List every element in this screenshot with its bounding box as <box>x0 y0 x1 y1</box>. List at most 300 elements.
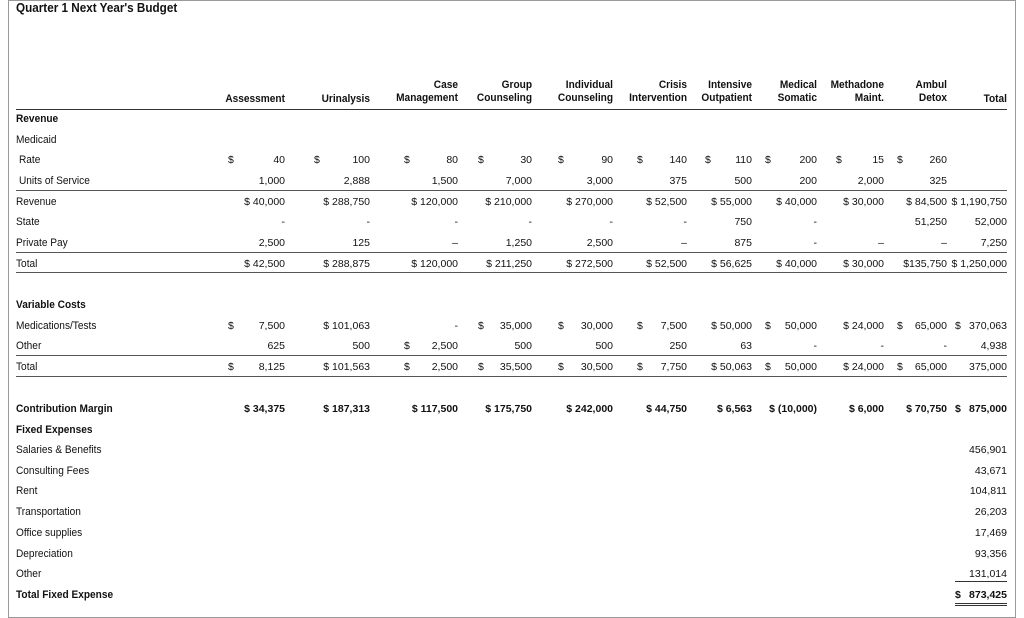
cell-value: $ 44,750 <box>646 403 687 415</box>
fixed-expense-label: Depreciation <box>16 547 73 560</box>
cell-value: $ 175,750 <box>485 403 532 415</box>
cell-value: 260 <box>929 154 947 166</box>
fixed-expense-value: 104,811 <box>969 485 1007 498</box>
currency-symbol: $ <box>765 320 771 332</box>
other-variable-rule <box>16 355 1007 356</box>
cell-value: 625 <box>267 340 285 352</box>
revenue_total-cell-medical-somatic <box>765 258 817 272</box>
var_total-cell-medical-somatic <box>765 361 817 375</box>
medications-cell-medical-somatic <box>765 320 817 334</box>
units-cell-urinalysis <box>314 175 370 189</box>
cm-cell-ambul-detox <box>897 403 947 417</box>
fixed-expense-value: 17,469 <box>974 526 1007 539</box>
cell-value: 100 <box>352 154 370 166</box>
cm-cell-individual-counseling <box>558 403 613 417</box>
cm-cell-total <box>955 403 1007 417</box>
cell-value: 7,500 <box>660 320 687 332</box>
column-header-line: Intervention <box>629 92 687 104</box>
cell-value: $ 288,875 <box>323 258 370 270</box>
cell-value: 110 <box>735 154 752 166</box>
revenue_total-cell-ambul-detox <box>897 258 947 272</box>
var_total-cell-crisis-intervention <box>637 361 687 375</box>
cell-value: $ 117,500 <box>411 403 458 415</box>
cell-value: 125 <box>352 237 370 249</box>
cell-value: 500 <box>514 340 532 352</box>
rate-cell-medical-somatic <box>765 154 817 168</box>
state-cell-total <box>955 216 1007 230</box>
cell-value: 140 <box>669 154 687 166</box>
total-fixed-expense-value <box>955 589 1007 603</box>
column-header-line: Intensive <box>708 79 752 91</box>
cell-value: – <box>941 237 947 249</box>
rate-cell-ambul-detox <box>897 154 947 168</box>
cell-value: 1,250 <box>505 237 532 249</box>
revenue_row-cell-ambul-detox <box>897 196 947 210</box>
cell-value: 750 <box>734 216 752 228</box>
cell-value: $ 1,190,750 <box>951 196 1007 208</box>
fixed-expense-value: 93,356 <box>974 547 1007 560</box>
column-header-line: Somatic <box>777 92 817 104</box>
cell-value: - <box>683 216 687 228</box>
cell-value: $ 187,313 <box>323 403 370 415</box>
currency-symbol: $ <box>705 154 711 166</box>
cell-value: 30 <box>520 154 532 166</box>
cm-cell-methadone-maint <box>836 403 884 417</box>
private_pay-cell-individual-counseling <box>558 237 613 251</box>
units-cell-intensive-outpatient <box>705 175 752 189</box>
other_var-cell-methadone-maint <box>836 340 884 354</box>
cell-value: $ 101,563 <box>323 361 370 373</box>
other_var-cell-individual-counseling <box>558 340 613 354</box>
revenue_total-cell-case-management <box>404 258 458 272</box>
rate-cell-methadone-maint <box>836 154 884 168</box>
cell-value: $ 52,500 <box>646 258 687 270</box>
private_pay-cell-ambul-detox <box>897 237 947 251</box>
cell-value: 1,000 <box>258 175 285 187</box>
currency-symbol: $ <box>955 589 961 601</box>
cell-value: $ 211,250 <box>486 258 532 270</box>
other_var-cell-medical-somatic <box>765 340 817 354</box>
cell-value: $ 56,625 <box>711 258 752 270</box>
cell-value: 500 <box>734 175 752 187</box>
var_total-cell-assessment <box>228 361 285 375</box>
fixed-expense-label: Office supplies <box>16 526 83 539</box>
state-cell-crisis-intervention <box>637 216 687 230</box>
column-header-line: Assessment <box>225 93 285 105</box>
cell-value: $ 30,000 <box>843 196 884 208</box>
cell-value: $ 30,000 <box>843 258 884 270</box>
var_total-cell-ambul-detox <box>897 361 947 375</box>
revenue-label: Revenue <box>16 196 57 208</box>
cell-value: - <box>813 216 817 228</box>
cell-value: 3,000 <box>586 175 613 187</box>
currency-symbol: $ <box>765 154 771 166</box>
cell-value: $ 84,500 <box>906 196 947 208</box>
cell-value: - <box>281 216 285 228</box>
cell-value: $ 6,000 <box>848 403 884 415</box>
medications-cell-ambul-detox <box>897 320 947 334</box>
fixed-expense-value: 131,014 <box>969 568 1007 581</box>
cell-value: $ (10,000) <box>769 403 817 415</box>
currency-symbol: $ <box>637 320 643 332</box>
cell-value: $ 40,000 <box>244 196 285 208</box>
currency-symbol: $ <box>314 154 320 166</box>
private_pay-cell-case-management <box>404 237 458 251</box>
fixed-expense-value: 456,901 <box>969 444 1007 456</box>
revenue_row-cell-medical-somatic <box>765 196 817 210</box>
medications-cell-methadone-maint <box>836 320 884 334</box>
medications-cell-intensive-outpatient <box>705 320 752 334</box>
cell-value: 51,250 <box>914 216 947 228</box>
cell-value: $ 55,000 <box>711 196 752 208</box>
cell-value: 375 <box>669 175 687 187</box>
revenue_row-cell-urinalysis <box>314 196 370 210</box>
variable-total-rule <box>16 376 1007 377</box>
currency-symbol: $ <box>836 154 842 166</box>
fixed-subtotal-rule <box>955 581 1007 582</box>
rate-cell-crisis-intervention <box>637 154 687 168</box>
column-header-line: Outpatient <box>701 92 752 104</box>
state-cell-assessment <box>228 216 285 230</box>
variable-total-label: Total <box>16 361 38 373</box>
private-pay-label: Private Pay <box>16 237 68 249</box>
other_var-cell-urinalysis <box>314 340 370 354</box>
currency-symbol: $ <box>478 320 484 332</box>
currency-symbol: $ <box>558 320 564 332</box>
rate-cell-urinalysis <box>314 154 370 168</box>
cell-value: $ 120,000 <box>411 196 458 208</box>
other_var-cell-case-management <box>404 340 458 354</box>
cm-cell-case-management <box>404 403 458 417</box>
cell-value: – <box>878 237 884 249</box>
other_var-cell-intensive-outpatient <box>705 340 752 354</box>
cell-value: 875,000 <box>969 403 1007 415</box>
cell-value: 30,500 <box>580 361 613 373</box>
cell-value: $ 288,750 <box>323 196 370 208</box>
cell-value: 80 <box>446 154 458 166</box>
cell-value: 500 <box>595 340 613 352</box>
fixed-expense-label: Consulting Fees <box>16 464 90 477</box>
var_total-cell-urinalysis <box>314 361 370 375</box>
currency-symbol: $ <box>478 154 484 166</box>
total-fixed-double-rule <box>955 603 1007 606</box>
rate-cell-individual-counseling <box>558 154 613 168</box>
cell-value: 63 <box>740 340 752 352</box>
other_var-cell-crisis-intervention <box>637 340 687 354</box>
cell-value: $ 40,000 <box>776 258 817 270</box>
state-cell-urinalysis <box>314 216 370 230</box>
state-cell-group-counseling <box>478 216 532 230</box>
cell-value: 35,500 <box>499 361 532 373</box>
cell-value: 7,250 <box>980 237 1007 249</box>
cell-value: - <box>454 216 458 228</box>
variable-costs-heading: Variable Costs <box>16 299 86 311</box>
cm-cell-group-counseling <box>478 403 532 417</box>
rate-cell-intensive-outpatient <box>705 154 752 168</box>
cell-value: $ 101,063 <box>323 320 370 332</box>
fixed-expense-label: Salaries & Benefits <box>16 444 102 456</box>
fixed-expense-label: Transportation <box>16 506 81 519</box>
revenue_row-cell-individual-counseling <box>558 196 613 210</box>
currency-symbol: $ <box>228 154 234 166</box>
cell-value: 40 <box>273 154 285 166</box>
units-label: Units of Service <box>19 175 90 187</box>
other_var-cell-ambul-detox <box>897 340 947 354</box>
currency-symbol: $ <box>637 361 643 373</box>
revenue_row-cell-case-management <box>404 196 458 210</box>
currency-symbol: $ <box>897 320 903 332</box>
units-cell-case-management <box>404 175 458 189</box>
private_pay-cell-urinalysis <box>314 237 370 251</box>
column-header-line: Individual <box>565 79 613 91</box>
cell-value: $ 42,500 <box>244 258 285 270</box>
currency-symbol: $ <box>955 320 961 332</box>
cell-value: $ 6,563 <box>716 403 752 415</box>
var_total-cell-methadone-maint <box>836 361 884 375</box>
revenue_total-cell-total <box>951 258 1007 272</box>
revenue_row-cell-intensive-outpatient <box>705 196 752 210</box>
currency-symbol: $ <box>955 403 961 415</box>
cell-value: 370,063 <box>969 320 1007 332</box>
cell-value: $ 50,000 <box>711 320 752 332</box>
medications-cell-case-management <box>404 320 458 334</box>
other-variable-label: Other <box>16 340 42 352</box>
contribution-margin-label: Contribution Margin <box>16 403 113 415</box>
cell-value: - <box>609 216 613 228</box>
cell-value: $ 272,500 <box>566 258 613 270</box>
cell-value: 250 <box>669 340 687 352</box>
cm-cell-urinalysis <box>314 403 370 417</box>
revenue_total-cell-group-counseling <box>478 258 532 272</box>
var_total-cell-total <box>955 361 1007 375</box>
fixed-expenses-heading: Fixed Expenses <box>16 424 93 436</box>
column-header-line: Maint. <box>854 92 884 104</box>
revenue_total-cell-assessment <box>228 258 285 272</box>
cell-value: - <box>943 340 947 352</box>
currency-symbol: $ <box>637 154 643 166</box>
cell-value: 4,938 <box>980 340 1007 352</box>
medications-cell-group-counseling <box>478 320 532 334</box>
column-header-line: Case <box>433 79 458 91</box>
revenue-total-label: Total <box>16 258 38 270</box>
var_total-cell-case-management <box>404 361 458 375</box>
other_var-cell-group-counseling <box>478 340 532 354</box>
revenue_row-cell-assessment <box>228 196 285 210</box>
cell-value: 375,000 <box>969 361 1007 373</box>
column-header-line: Urinalysis <box>321 93 370 105</box>
revenue_row-cell-group-counseling <box>478 196 532 210</box>
cell-value: 30,000 <box>580 320 613 332</box>
cell-value: $ 34,375 <box>244 403 285 415</box>
other_var-cell-total <box>955 340 1007 354</box>
cell-value: - <box>366 216 370 228</box>
cell-value: - <box>880 340 884 352</box>
currency-symbol: $ <box>228 320 234 332</box>
units-cell-crisis-intervention <box>637 175 687 189</box>
medications-cell-total <box>955 320 1007 334</box>
cell-value: 15 <box>872 154 884 166</box>
fixed-expense-value: 43,671 <box>974 464 1007 477</box>
column-header-line: Management <box>396 92 458 104</box>
medications-cell-individual-counseling <box>558 320 613 334</box>
state-label: State <box>16 216 40 228</box>
var_total-cell-group-counseling <box>478 361 532 375</box>
medicaid-label: Medicaid <box>16 134 57 146</box>
medications-cell-assessment <box>228 320 285 334</box>
column-header-line: Detox <box>918 92 947 104</box>
cm-cell-crisis-intervention <box>637 403 687 417</box>
fixed-expense-value: 26,203 <box>974 506 1007 519</box>
revenue_total-cell-intensive-outpatient <box>705 258 752 272</box>
cell-value: – <box>681 237 687 249</box>
medications-label: Medications/Tests <box>16 320 97 332</box>
column-header-total <box>897 93 1007 121</box>
rate-label: Rate <box>19 154 41 166</box>
fixed-expense-label: Rent <box>16 485 38 498</box>
cell-value: 2,500 <box>431 361 458 373</box>
cell-value: 325 <box>929 175 947 187</box>
private_pay-cell-medical-somatic <box>765 237 817 251</box>
currency-symbol: $ <box>897 361 903 373</box>
cell-value: $ 270,000 <box>566 196 613 208</box>
cell-value: $ 120,000 <box>411 258 458 270</box>
currency-symbol: $ <box>404 154 410 166</box>
cell-value: 7,500 <box>258 320 285 332</box>
currency-symbol: $ <box>558 361 564 373</box>
revenue_total-cell-crisis-intervention <box>637 258 687 272</box>
state-cell-medical-somatic <box>765 216 817 230</box>
cell-value: 500 <box>352 340 370 352</box>
revenue_total-cell-urinalysis <box>314 258 370 272</box>
column-header-line: Crisis <box>658 79 687 91</box>
currency-symbol: $ <box>558 154 564 166</box>
cell-value: 2,888 <box>343 175 370 187</box>
cell-value: $135,750 <box>903 258 947 270</box>
cell-value: 7,750 <box>660 361 687 373</box>
private_pay-cell-methadone-maint <box>836 237 884 251</box>
column-header-line: Counseling <box>476 92 532 104</box>
column-header-line: Counseling <box>557 92 613 104</box>
units-cell-group-counseling <box>478 175 532 189</box>
cell-value: 2,500 <box>258 237 285 249</box>
var_total-cell-intensive-outpatient <box>705 361 752 375</box>
cell-value: - <box>454 320 458 332</box>
revenue-total-rule <box>16 272 1007 273</box>
units-cell-ambul-detox <box>897 175 947 189</box>
cell-value: 873,425 <box>969 589 1007 601</box>
units-cell-assessment <box>228 175 285 189</box>
other_var-cell-assessment <box>228 340 285 354</box>
cell-value: - <box>813 237 817 249</box>
column-header-line: Ambul <box>915 79 947 91</box>
state-cell-individual-counseling <box>558 216 613 230</box>
var_total-cell-individual-counseling <box>558 361 613 375</box>
private_pay-cell-group-counseling <box>478 237 532 251</box>
private_pay-cell-intensive-outpatient <box>705 237 752 251</box>
state-cell-intensive-outpatient <box>705 216 752 230</box>
cell-value: 200 <box>799 175 817 187</box>
cell-value: $ 24,000 <box>843 320 884 332</box>
cell-value: - <box>813 340 817 352</box>
cell-value: $ 1,250,000 <box>951 258 1007 270</box>
cell-value: $ 70,750 <box>906 403 947 415</box>
revenue_total-cell-methadone-maint <box>836 258 884 272</box>
cell-value: 52,000 <box>974 216 1007 228</box>
cell-value: $ 210,000 <box>485 196 532 208</box>
cm-cell-medical-somatic <box>765 403 817 417</box>
cell-value: $ 40,000 <box>776 196 817 208</box>
cell-value: 2,500 <box>431 340 458 352</box>
rate-cell-assessment <box>228 154 285 168</box>
state-cell-case-management <box>404 216 458 230</box>
medications-cell-urinalysis <box>314 320 370 334</box>
cm-cell-intensive-outpatient <box>705 403 752 417</box>
cell-value: 50,000 <box>784 361 817 373</box>
column-header-line: Methadone <box>830 79 884 91</box>
state-cell-ambul-detox <box>897 216 947 230</box>
currency-symbol: $ <box>404 361 410 373</box>
header-rule <box>16 109 1007 110</box>
units-cell-individual-counseling <box>558 175 613 189</box>
cell-value: 90 <box>601 154 613 166</box>
currency-symbol: $ <box>897 154 903 166</box>
cell-value: 200 <box>799 154 817 166</box>
column-header-line: Group <box>501 79 532 91</box>
revenue_row-cell-methadone-maint <box>836 196 884 210</box>
currency-symbol: $ <box>478 361 484 373</box>
rate-cell-group-counseling <box>478 154 532 168</box>
revenue-heading: Revenue <box>16 113 59 125</box>
cell-value: 875 <box>734 237 752 249</box>
private_pay-cell-total <box>955 237 1007 251</box>
page-title: Quarter 1 Next Year's Budget <box>16 0 178 15</box>
cell-value: – <box>452 237 458 249</box>
private_pay-cell-crisis-intervention <box>637 237 687 251</box>
units-cell-methadone-maint <box>836 175 884 189</box>
cell-value: $ 52,500 <box>646 196 687 208</box>
revenue_total-cell-individual-counseling <box>558 258 613 272</box>
cell-value: 1,500 <box>431 175 458 187</box>
units-cell-medical-somatic <box>765 175 817 189</box>
cell-value: 2,500 <box>586 237 613 249</box>
revenue_row-cell-total <box>951 196 1007 210</box>
column-header-line: Total <box>983 93 1007 105</box>
cell-value: 65,000 <box>914 361 947 373</box>
column-header-line: Medical <box>779 79 817 91</box>
currency-symbol: $ <box>228 361 234 373</box>
cell-value: 50,000 <box>784 320 817 332</box>
cell-value: 7,000 <box>505 175 532 187</box>
cell-value: 65,000 <box>914 320 947 332</box>
private-pay-rule <box>16 252 1007 253</box>
cm-cell-assessment <box>228 403 285 417</box>
units-rule <box>16 190 1007 191</box>
fixed-expense-label: Other <box>16 568 42 581</box>
medications-cell-crisis-intervention <box>637 320 687 334</box>
private_pay-cell-assessment <box>228 237 285 251</box>
cell-value: 8,125 <box>258 361 285 373</box>
currency-symbol: $ <box>765 361 771 373</box>
currency-symbol: $ <box>404 340 410 352</box>
cell-value: - <box>528 216 532 228</box>
total-fixed-expense-label: Total Fixed Expense <box>16 589 114 601</box>
revenue_row-cell-crisis-intervention <box>637 196 687 210</box>
rate-cell-case-management <box>404 154 458 168</box>
cell-value: $ 24,000 <box>843 361 884 373</box>
cell-value: 35,000 <box>499 320 532 332</box>
cell-value: 2,000 <box>857 175 884 187</box>
cell-value: $ 50,063 <box>711 361 752 373</box>
